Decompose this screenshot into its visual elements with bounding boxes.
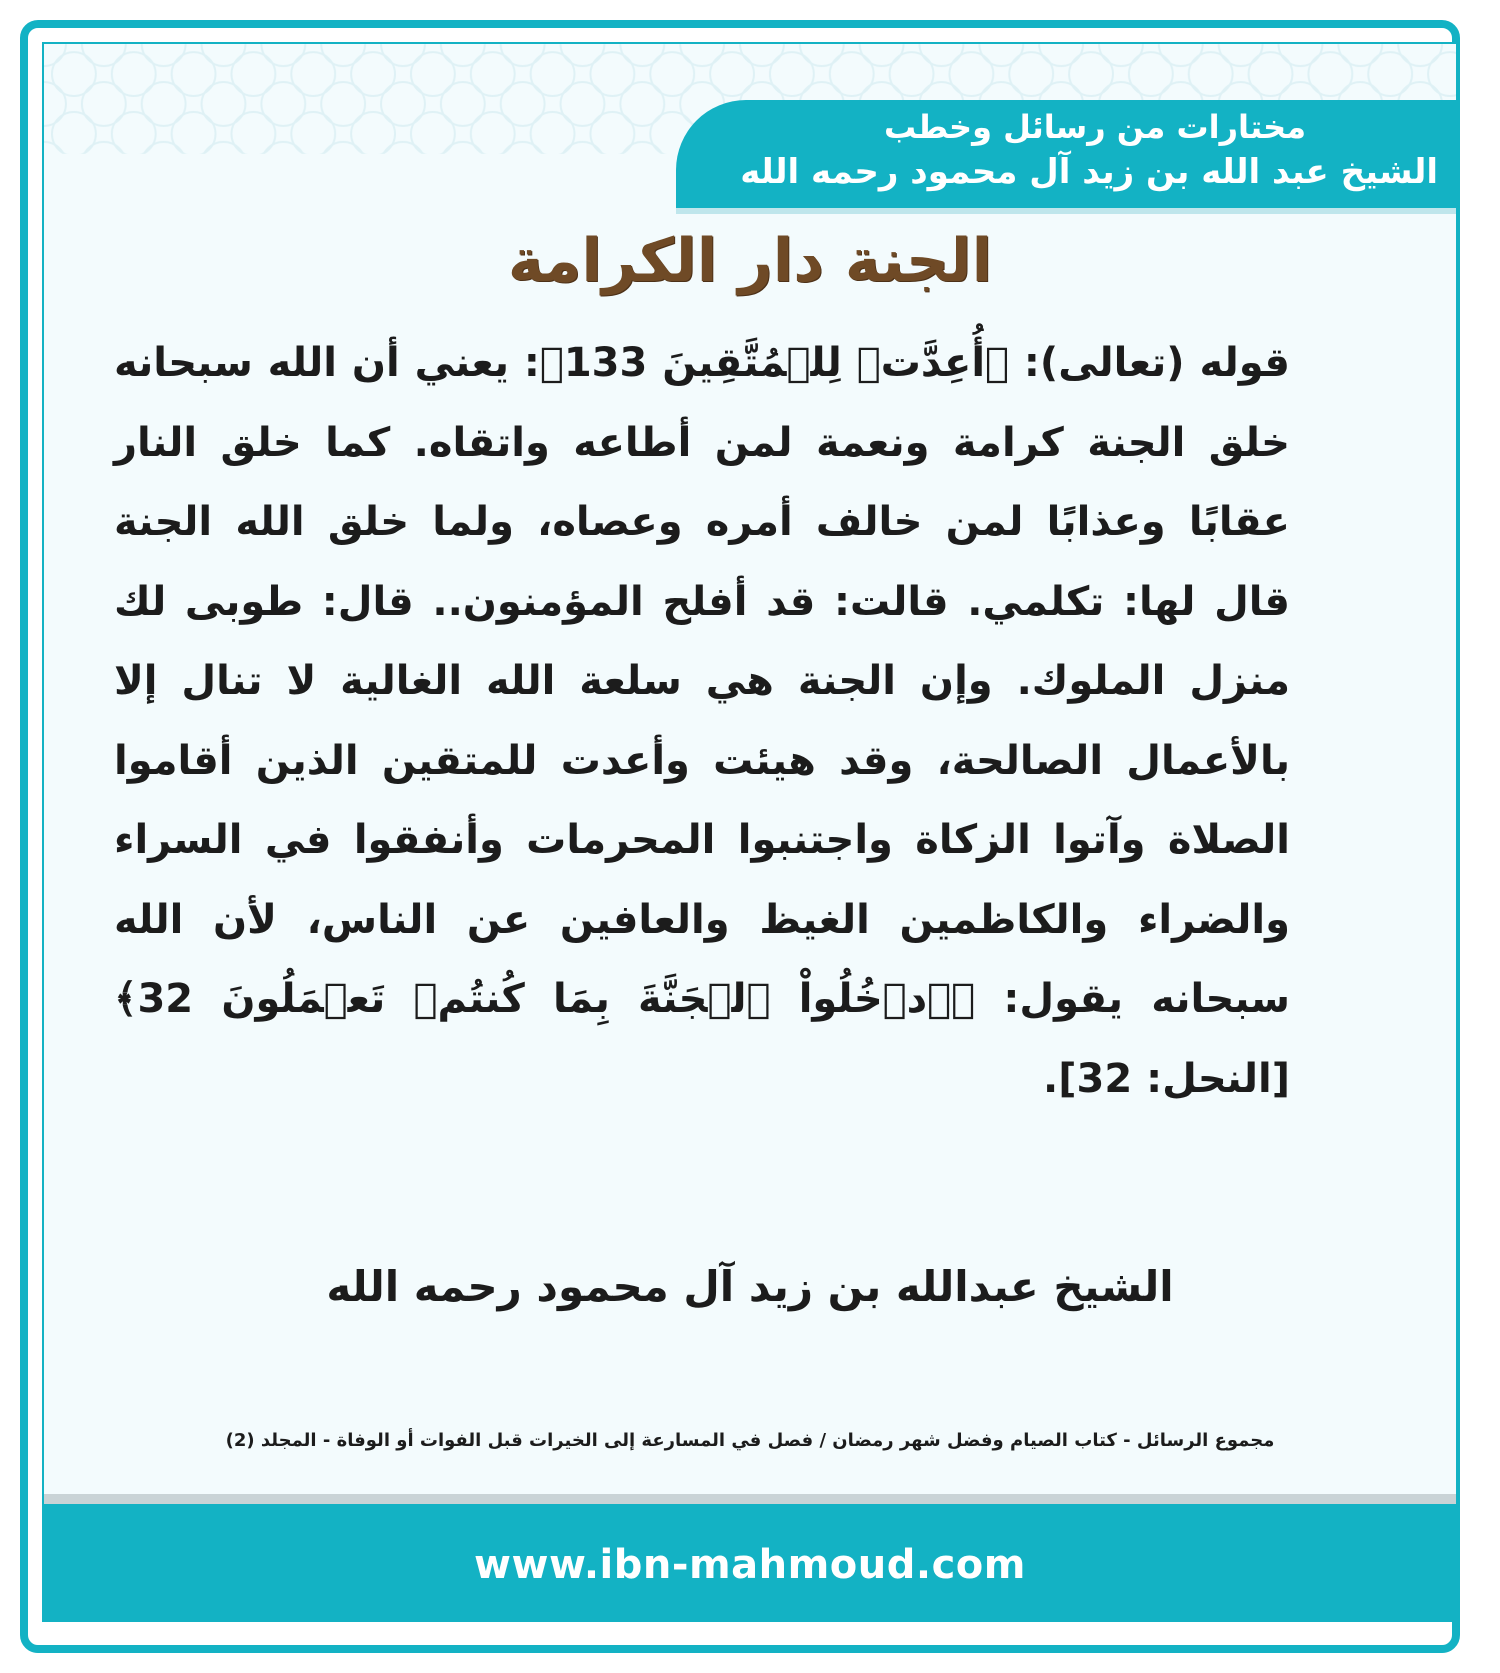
header-subtitle: مختارات من رسائل وخطب <box>883 108 1306 146</box>
page-title: الجنة دار الكرامة <box>507 226 993 296</box>
header-band <box>676 100 1456 208</box>
footer-divider <box>44 1494 1456 1504</box>
body-intro: قوله (تعالى): <box>1009 340 1290 386</box>
quran-verse-2: ﴿ٱدۡخُلُواْ ٱلۡجَنَّةَ بِمَا كُنتُمۡ تَعۡمَلُونَ 32﴾ <box>114 976 976 1022</box>
body-paragraph <box>114 324 1290 1119</box>
body-main: : يعني أن الله سبحانه خلق الجنة كرامة ونعمة لمن أطاعه واتقاه. كما خلق النار عقابًا وعذابًا لمن خالف أمره وعصاه، ولما خلق الله الجنة قال لها: تكلمي. قالت: قد أفلح المؤمنون.. قال: طوبى لك منزل الملوك. وإن الجنة هي سلعة الله الغالية لا تنال إلا بالأعمال الصالحة، وقد هيئت وأعدت للمتقين الذين أقاموا الصلاة وآتوا الزكاة واجتنبوا المحرمات وأنفقوا في السراء والضراء والكاظمين الغيظ والعافين عن الناس، لأن الله سبحانه يقول: <box>114 340 1291 1022</box>
signature: الشيخ عبدالله بن زيد آل محمود رحمه الله <box>326 1262 1174 1311</box>
header-author: الشيخ عبد الله بن زيد آل محمود رحمه الله <box>740 152 1438 192</box>
card <box>42 42 1458 1622</box>
quran-verse-1: ﴿أُعِدَّتۡ لِلۡمُتَّقِينَ 133﴾ <box>539 340 1010 386</box>
footer-band <box>44 1504 1456 1622</box>
source-reference: مجموع الرسائل - كتاب الصيام وفضل شهر رمضان / فصل في المسارعة إلى الخيرات قبل الفوات أو الوفاة - المجلد (2) <box>225 1430 1275 1451</box>
verse-citation: [النحل: 32]. <box>1043 1055 1290 1102</box>
website-link[interactable]: www.ibn-mahmoud.com <box>474 1542 1026 1588</box>
